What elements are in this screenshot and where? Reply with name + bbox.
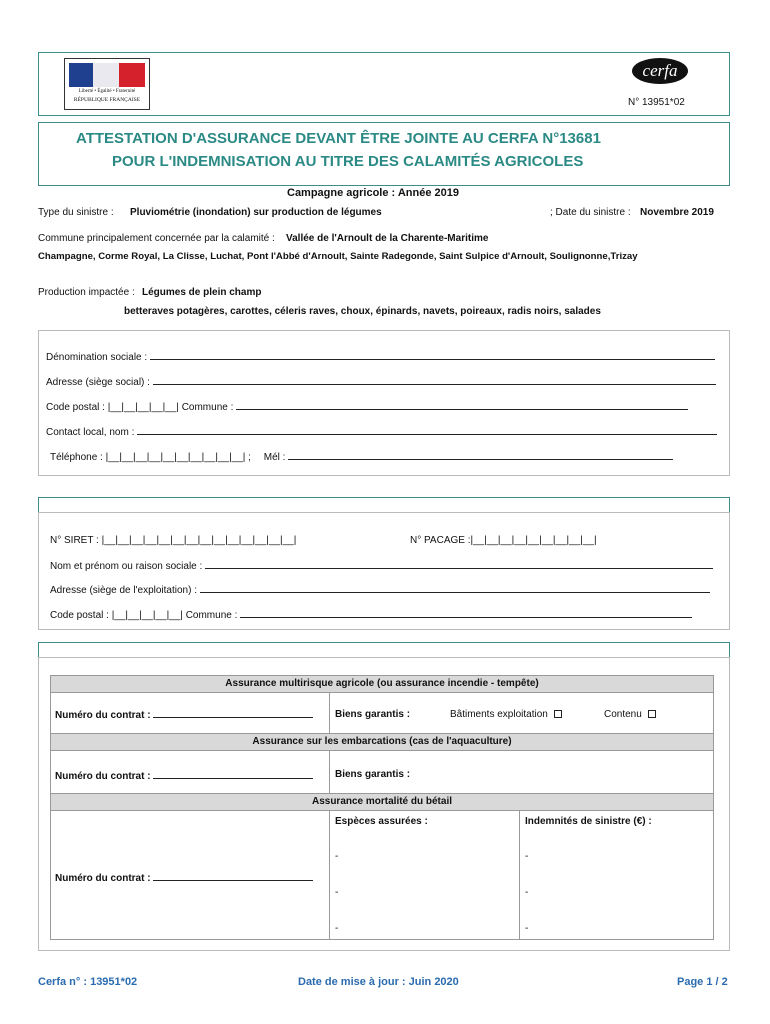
- insurer-postal-code[interactable]: Code postal : |__|__|__|__|__|: [46, 402, 179, 413]
- phone-field[interactable]: Téléphone : |__|__|__|__|__|__|__|__|__|__| ;: [50, 452, 251, 463]
- especes-dash-2[interactable]: -: [335, 887, 339, 898]
- denomination-label: Dénomination sociale :: [46, 352, 148, 363]
- footer-update-date: Date de mise à jour : Juin 2020: [298, 976, 459, 988]
- commune-label: Commune principalement concernée par la calamité :: [38, 233, 275, 244]
- row-mortalite-indemnites: [519, 810, 714, 940]
- insurer-address-label: Adresse (siège social) :: [46, 377, 150, 388]
- insurer-address-field[interactable]: [153, 375, 716, 385]
- campaign: Campagne agricole : Année 2019: [287, 187, 459, 199]
- insurer-commune-label: Commune :: [181, 402, 234, 413]
- row-mortalite-contrat: [50, 810, 330, 940]
- row-embarcations-contrat: [50, 750, 330, 794]
- production-value-2: betteraves potagères, carottes, céleris raves, choux, épinards, navets, poireaux, radis noirs, salades: [124, 306, 601, 317]
- title-line-1: ATTESTATION D'ASSURANCE DEVANT ÊTRE JOINTE AU CERFA N°13681: [76, 130, 601, 147]
- contact-label: Contact local, nom :: [46, 427, 135, 438]
- indemnites-dash-2[interactable]: -: [525, 887, 529, 898]
- sinistre-type-label: Type du sinistre :: [38, 207, 114, 218]
- farm-name-field[interactable]: [205, 559, 713, 569]
- commune-value-2: Champagne, Corme Royal, La Clisse, Luchat, Pont l'Abbé d'Arnoult, Sainte Radegonde, Saint Sulpice d'Arnoult, Soulignonne,Trizay: [38, 251, 638, 262]
- farm-address-field[interactable]: [200, 583, 710, 593]
- insurance-header-strip: [38, 642, 730, 658]
- contrat-label-3: Numéro du contrat :: [55, 871, 313, 884]
- contenu-option[interactable]: Contenu: [604, 709, 656, 720]
- farm-address-row: [50, 583, 710, 596]
- insurer-commune-field[interactable]: [236, 400, 688, 410]
- farm-commune-field[interactable]: [240, 608, 692, 618]
- especes-dash-1[interactable]: -: [335, 851, 339, 862]
- marianne-text-1: Liberté • Égalité • Fraternité: [78, 89, 136, 94]
- row-multirisque-contrat: [50, 692, 330, 734]
- contrat-field-1[interactable]: [153, 708, 313, 718]
- row-mortalite-especes: [329, 810, 520, 940]
- biens-label-1: Biens garantis :: [335, 709, 411, 720]
- table-header-embarcations: Assurance sur les embarcations (cas de l'aquaculture): [50, 733, 714, 751]
- row-multirisque-biens: [329, 692, 714, 734]
- production-label: Production impactée :: [38, 287, 135, 298]
- sinistre-type-value: Pluviométrie (inondation) sur production de légumes: [130, 207, 382, 218]
- sinistre-date-value: Novembre 2019: [640, 207, 714, 218]
- especes-label: Espèces assurées :: [335, 816, 428, 827]
- title-line-2: POUR L'INDEMNISATION AU TITRE DES CALAMITÉS AGRICOLES: [112, 153, 584, 170]
- batiments-option[interactable]: Bâtiments exploitation: [450, 709, 562, 720]
- cerfa-logo: cerfa: [632, 58, 688, 84]
- table-header-multirisque: Assurance multirisque agricole (ou assurance incendie - tempête): [50, 675, 714, 693]
- especes-dash-3[interactable]: -: [335, 923, 339, 934]
- footer-cerfa-number: Cerfa n° : 13951*02: [38, 976, 138, 988]
- mel-field[interactable]: [288, 450, 673, 460]
- farm-name-row: [50, 559, 713, 572]
- farm-name-label: Nom et prénom ou raison sociale :: [50, 561, 203, 572]
- mel-label: Mél :: [263, 452, 286, 463]
- farm-header-strip: [38, 497, 730, 513]
- farm-address-label: Adresse (siège de l'exploitation) :: [50, 585, 197, 596]
- contrat-label-1: Numéro du contrat :: [55, 708, 313, 721]
- footer-page-number: Page 1 / 2: [677, 976, 728, 988]
- contrat-field-2[interactable]: [153, 769, 313, 779]
- form-number: N° 13951*02: [628, 97, 685, 108]
- insurer-postal-row: [46, 400, 688, 413]
- farm-postal-code[interactable]: Code postal : |__|__|__|__|__|: [50, 610, 183, 621]
- marianne-logo: [64, 58, 150, 110]
- phone-row: [50, 450, 673, 463]
- contact-row: [46, 425, 717, 438]
- contrat-label-2: Numéro du contrat :: [55, 769, 313, 782]
- contenu-checkbox[interactable]: [648, 710, 656, 718]
- indemnites-dash-3[interactable]: -: [525, 923, 529, 934]
- table-header-mortalite: Assurance mortalité du bétail: [50, 793, 714, 811]
- indemnites-dash-1[interactable]: -: [525, 851, 529, 862]
- farm-commune-label: Commune :: [185, 610, 238, 621]
- farm-postal-row: [50, 608, 692, 621]
- indemnites-label: Indemnités de sinistre (€) :: [525, 816, 652, 827]
- contact-field[interactable]: [137, 425, 717, 435]
- batiments-checkbox[interactable]: [554, 710, 562, 718]
- commune-value-1: Vallée de l'Arnoult de la Charente-Maritime: [286, 233, 489, 244]
- denomination-row: [46, 350, 722, 363]
- sinistre-date-label: ; Date du sinistre :: [550, 207, 631, 218]
- row-embarcations-biens: [329, 750, 714, 794]
- insurer-address-row: [46, 375, 716, 388]
- production-value-1: Légumes de plein champ: [142, 287, 262, 298]
- siret-field[interactable]: N° SIRET : |__|__|__|__|__|__|__|__|__|__|__|__|__|__|: [50, 535, 297, 546]
- contrat-field-3[interactable]: [153, 871, 313, 881]
- marianne-text-2: RÉPUBLIQUE FRANÇAISE: [73, 97, 141, 103]
- pacage-field[interactable]: N° PACAGE :|__|__|__|__|__|__|__|__|__|: [410, 535, 597, 546]
- denomination-field[interactable]: [150, 350, 715, 360]
- biens-label-2: Biens garantis :: [335, 769, 411, 780]
